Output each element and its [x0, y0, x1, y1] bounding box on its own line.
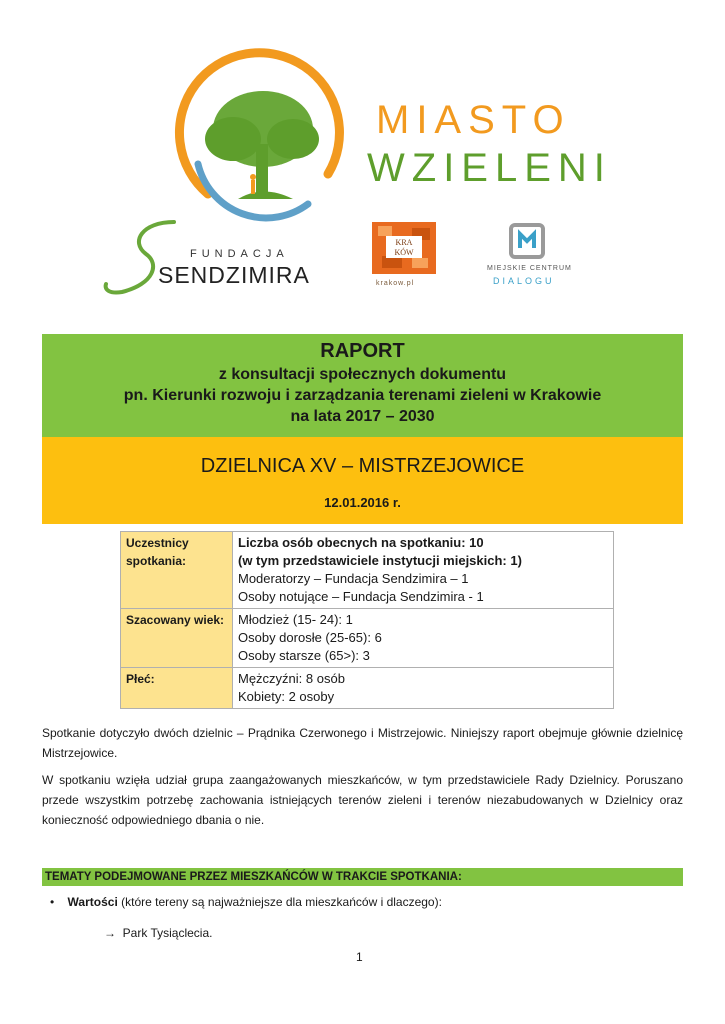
values-description: (które tereny są najważniejsze dla mieszkańców i dlaczego):: [117, 895, 442, 909]
values-bold-label: Wartości: [67, 895, 118, 909]
report-title-band: [42, 334, 683, 437]
participants-notetakers: Osoby notujące – Fundacja Sendzimira - 1: [238, 589, 484, 604]
age-youth: Młodzież (15- 24): 1: [238, 612, 353, 627]
district-band: [42, 437, 683, 524]
participants-label: Uczestnicy spotkania:: [121, 532, 233, 609]
report-title: RAPORT: [320, 340, 405, 362]
participants-moderators: Moderatorzy – Fundacja Sendzimira – 1: [238, 571, 469, 586]
participants-value: [233, 532, 614, 609]
participants-institutions: (w tym przedstawiciele instytucji miejskich: 1): [238, 553, 522, 568]
table-row: [121, 668, 614, 709]
miasto-wordmark: MIASTO: [376, 98, 571, 142]
mcd-logo-icon: [508, 222, 546, 260]
miasto-w-zieleni-tree-logo: [168, 44, 348, 224]
age-seniors: Osoby starsze (65>): 3: [238, 648, 370, 663]
meeting-info-table: [120, 531, 614, 709]
park-item-text: Park Tysiąclecia.: [122, 926, 213, 940]
report-subtitle-1: z konsultacji społecznych dokumentu: [218, 366, 507, 383]
mcd-label-bottom: DIALOGU: [493, 276, 555, 286]
topics-section-heading: TEMATY PODEJMOWANE PRZEZ MIESZKAŃCÓW W TRAKCIE SPOTKANIA:: [42, 868, 683, 886]
intro-paragraph: Spotkanie dotyczyło dwóch dzielnic – Prądnika Czerwonego i Mistrzejowic. Niniejszy raport obejmuje głównie dzielnicę Mistrzejowice.: [42, 726, 683, 760]
krakow-url: krakow.pl: [376, 280, 415, 287]
svg-text:KRA: KRA: [395, 238, 413, 247]
arrow-right-icon: →: [104, 926, 116, 940]
sendzimira-label: SENDZIMIRA: [158, 262, 310, 288]
svg-text:KÓW: KÓW: [394, 248, 414, 257]
fundacja-label: FUNDACJA: [190, 248, 289, 260]
meeting-date: 12.01.2016 r.: [324, 495, 401, 510]
age-label: Szacowany wiek:: [121, 609, 233, 668]
mcd-label-top: MIEJSKIE CENTRUM: [487, 265, 572, 272]
gender-label: Płeć:: [121, 668, 233, 709]
park-list-item: [104, 926, 212, 940]
bullet-dot-icon: •: [50, 895, 55, 909]
summary-paragraph: W spotkaniu wzięła udział grupa zaangażowanych mieszkańców, w tym przedstawiciele Rady Dzielnicy. Poruszano przede wszystkim potrzebę zachowania istniejących terenów zieleni i terenów niezabudowanych w Dzielnicy oraz konieczność odpowiedniego dbania o nie.: [42, 773, 683, 827]
participants-count: Liczba osób obecnych na spotkaniu: 10: [238, 535, 484, 550]
age-adults: Osoby dorosłe (25-65): 6: [238, 630, 382, 645]
w-zieleni-wordmark: WZIELENI: [367, 146, 612, 190]
gender-value: [233, 668, 614, 709]
report-subtitle-2: pn. Kierunki rozwoju i zarządzania terenami zieleni w Krakowie: [123, 387, 602, 404]
district-title: DZIELNICA XV – MISTRZEJOWICE: [200, 455, 525, 477]
table-row: [121, 532, 614, 609]
gender-men: Mężczyźni: 8 osób: [238, 671, 345, 686]
gender-women: Kobiety: 2 osoby: [238, 689, 335, 704]
table-row: [121, 609, 614, 668]
report-subtitle-3: na lata 2017 – 2030: [290, 408, 435, 425]
values-bullet: [50, 895, 442, 909]
age-value: [233, 609, 614, 668]
page-number: 1: [356, 950, 363, 964]
krakow-logo: [372, 222, 436, 274]
